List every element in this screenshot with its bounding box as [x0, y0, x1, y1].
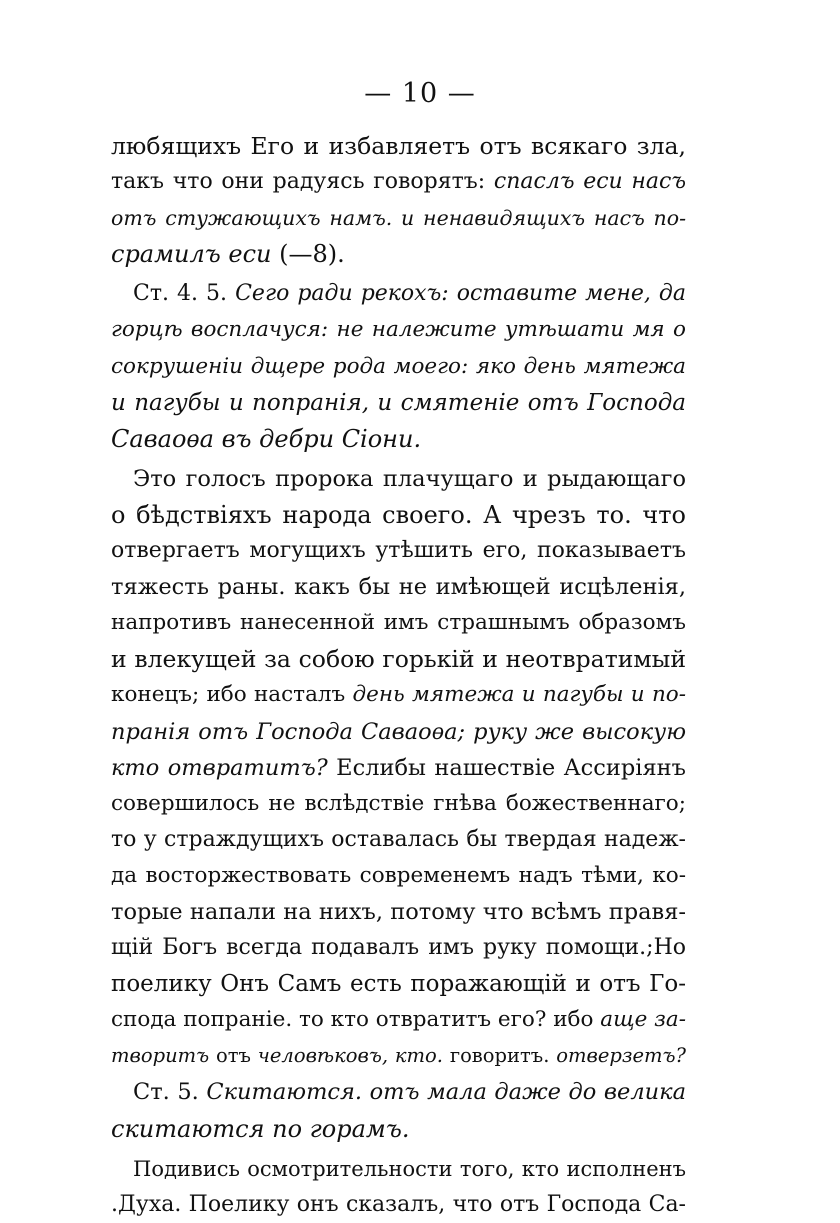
text-segment: поелику Онъ Самъ есть поражающій и отъ Го-: [111, 971, 686, 998]
text-line: [111, 349, 686, 385]
text-line: [111, 1187, 686, 1223]
page-number: — 10 —: [364, 78, 476, 109]
text-line: [111, 966, 686, 1002]
italic-text-segment: творитъ: [111, 1044, 210, 1068]
text-segment: щій Богъ всегда подавалъ имъ руку помощи.;Но: [111, 935, 686, 961]
text-line: [111, 750, 686, 786]
text-line: [111, 312, 686, 348]
italic-text-segment: срамилъ еси: [111, 240, 272, 269]
text-segment: отъ: [209, 1044, 258, 1068]
text-segment: то у страждущихъ оставалась бы твердая надеж-: [111, 826, 686, 852]
text-segment: такъ что они радуясь говорятъ:: [111, 169, 494, 195]
text-segment: да восторжествовать современемъ надъ тѣми, ко-: [111, 862, 686, 888]
italic-text-segment: отъ стужающихъ намъ. и ненавидящихъ насъ по-: [111, 206, 686, 231]
italic-text-segment: скитаются по горамъ.: [111, 1114, 410, 1143]
text-line: [111, 930, 686, 966]
text-segment: Это голосъ пророка плачущаго и рыдающаго: [133, 465, 686, 492]
text-line: [111, 276, 686, 312]
text-line: [111, 1038, 686, 1074]
text-line: [111, 533, 686, 569]
italic-text-segment: аще за-: [600, 1007, 686, 1033]
text-line: [111, 641, 686, 677]
text-segment: спода попраніе. то кто отвратитъ его? ибо: [111, 1007, 601, 1033]
body-text: [111, 128, 686, 1223]
text-line: [111, 164, 686, 200]
text-line: [111, 714, 686, 750]
italic-text-segment: день мятежа и пагубы и по-: [352, 682, 686, 708]
text-line: [111, 605, 686, 641]
text-segment: отвергаетъ могущихъ утѣшить его, показываетъ: [111, 538, 686, 564]
italic-text-segment: человѣковъ, кто.: [257, 1044, 443, 1068]
italic-text-segment: Сего ради рекохъ: оставите мене, да: [235, 281, 686, 307]
text-line: [111, 569, 686, 605]
text-segment: Ст. 5.: [133, 1079, 207, 1106]
text-segment: (—8).: [271, 240, 345, 269]
text-line: [111, 128, 686, 164]
text-segment: напротивъ нанесенной имъ страшнымъ образомъ: [111, 610, 686, 636]
text-segment: Еслибы нашествіе Ассиріянъ: [327, 754, 686, 781]
text-line: [111, 497, 686, 533]
italic-text-segment: и пагубы и попранія, и смятеніе отъ Господа: [111, 389, 686, 416]
text-segment: совершилось не вслѣдствіе гнѣва божественнаго;: [111, 790, 686, 816]
text-line: [111, 822, 686, 858]
italic-text-segment: пранія отъ Господа Саваоѳа; руку же высокую: [111, 718, 686, 745]
italic-text-segment: спаслъ еси насъ: [493, 169, 687, 195]
text-segment: .Духа. Поелику онъ сказалъ, что отъ Господа Са-: [111, 1191, 686, 1217]
italic-text-segment: Скитаются. отъ мала даже до велика: [206, 1079, 686, 1106]
text-line: [111, 1151, 686, 1187]
text-segment: Подивись осмотрительности того, кто исполненъ: [133, 1156, 686, 1181]
text-segment: любящихъ Его и избавляетъ отъ всякаго зла,: [111, 132, 686, 160]
text-line: [111, 461, 686, 497]
text-line: [111, 1002, 686, 1038]
text-segment: и влекущей за собою горькій и неотвратимый: [111, 645, 686, 674]
text-segment: конецъ; ибо насталъ: [111, 682, 353, 708]
text-line: [111, 1111, 686, 1147]
text-line: [111, 236, 686, 272]
italic-text-segment: отверзетъ?: [556, 1044, 686, 1068]
text-line: [111, 385, 686, 421]
text-line: [111, 786, 686, 822]
text-line: [111, 677, 686, 713]
text-segment: Ст. 4. 5.: [133, 281, 236, 307]
text-segment: торые напали на нихъ, потому что всѣмъ правя-: [111, 898, 686, 925]
text-line: [111, 421, 686, 457]
text-line: [111, 858, 686, 894]
text-line: [111, 894, 686, 930]
text-segment: о бѣдствіяхъ народа своего. А чрезъ то. что: [111, 500, 686, 529]
italic-text-segment: кто отвратитъ?: [111, 754, 328, 781]
italic-text-segment: сокрушеніи дщере рода моего: яко день мятежа: [111, 353, 686, 379]
italic-text-segment: горцѣ восплачуся: не належите утѣшати мя о: [111, 317, 686, 343]
text-line: [111, 1074, 686, 1110]
text-segment: говоритъ.: [443, 1044, 557, 1068]
italic-text-segment: Саваоѳа въ дебри Сіони.: [111, 424, 422, 453]
text-line: [111, 200, 686, 236]
text-segment: тяжесть раны. какъ бы не имѣющей исцѣленія,: [111, 574, 686, 601]
